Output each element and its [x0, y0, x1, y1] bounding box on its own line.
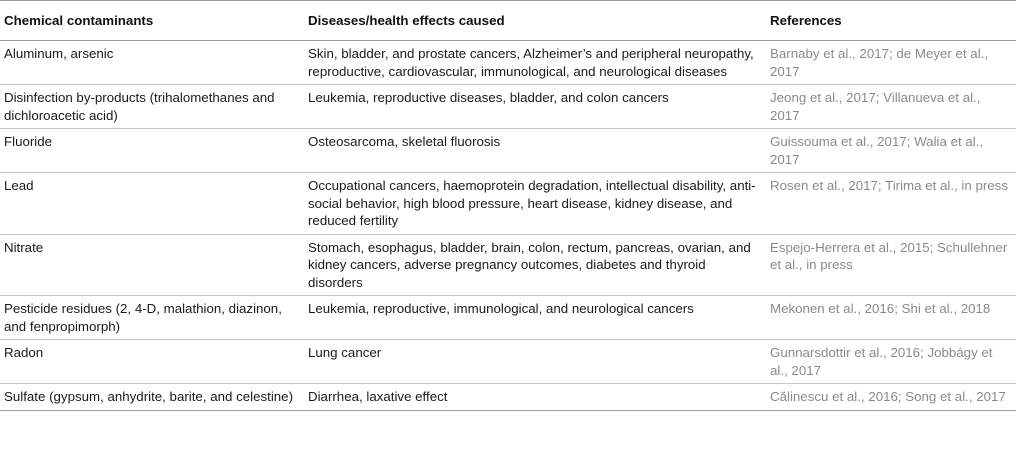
contaminant-cell: Pesticide residues (2, 4-D, malathion, diazinon, and fenpropimorph)	[0, 296, 304, 340]
references-cell: Jeong et al., 2017; Villanueva et al., 2017	[766, 85, 1016, 129]
table-body	[0, 41, 1016, 411]
table-row	[0, 173, 1016, 235]
effects-cell: Lung cancer	[304, 340, 766, 384]
contaminant-cell: Disinfection by-products (trihalomethanes and dichloroacetic acid)	[0, 85, 304, 129]
contaminant-cell: Sulfate (gypsum, anhydrite, barite, and celestine)	[0, 384, 304, 411]
references-cell: Barnaby et al., 2017; de Meyer et al., 2017	[766, 41, 1016, 85]
contaminant-cell: Fluoride	[0, 129, 304, 173]
references-cell: Espejo-Herrera et al., 2015; Schullehner et al., in press	[766, 234, 1016, 296]
table-row	[0, 85, 1016, 129]
references-cell: Gunnarsdottir et al., 2016; Jobbágy et al., 2017	[766, 340, 1016, 384]
references-cell: Călinescu et al., 2016; Song et al., 2017	[766, 384, 1016, 411]
table-row	[0, 129, 1016, 173]
effects-cell: Occupational cancers, haemoprotein degradation, intellectual disability, anti-social behavior, high blood pressure, heart disease, kidney disease, and reduced fertility	[304, 173, 766, 235]
header-references: References	[766, 1, 1016, 41]
table-row	[0, 296, 1016, 340]
effects-cell: Osteosarcoma, skeletal fluorosis	[304, 129, 766, 173]
header-contaminants: Chemical contaminants	[0, 1, 304, 41]
header-effects: Diseases/health effects caused	[304, 1, 766, 41]
effects-cell: Diarrhea, laxative effect	[304, 384, 766, 411]
contaminant-cell: Radon	[0, 340, 304, 384]
effects-cell: Leukemia, reproductive diseases, bladder, and colon cancers	[304, 85, 766, 129]
references-cell: Rosen et al., 2017; Tirima et al., in press	[766, 173, 1016, 235]
effects-cell: Skin, bladder, and prostate cancers, Alzheimer’s and peripheral neuropathy, reproductive, cardiovascular, immunological, and neurological diseases	[304, 41, 766, 85]
table-row	[0, 234, 1016, 296]
effects-cell: Stomach, esophagus, bladder, brain, colon, rectum, pancreas, ovarian, and kidney cancers, adverse pregnancy outcomes, diabetes and thyroid disorders	[304, 234, 766, 296]
header-row	[0, 1, 1016, 41]
contaminant-cell: Nitrate	[0, 234, 304, 296]
contaminant-cell: Aluminum, arsenic	[0, 41, 304, 85]
references-cell: Mekonen et al., 2016; Shi et al., 2018	[766, 296, 1016, 340]
effects-cell: Leukemia, reproductive, immunological, and neurological cancers	[304, 296, 766, 340]
contaminant-cell: Lead	[0, 173, 304, 235]
table-row	[0, 384, 1016, 411]
references-cell: Guissouma et al., 2017; Walia et al., 2017	[766, 129, 1016, 173]
table-row	[0, 41, 1016, 85]
table-header	[0, 1, 1016, 41]
table-row	[0, 340, 1016, 384]
